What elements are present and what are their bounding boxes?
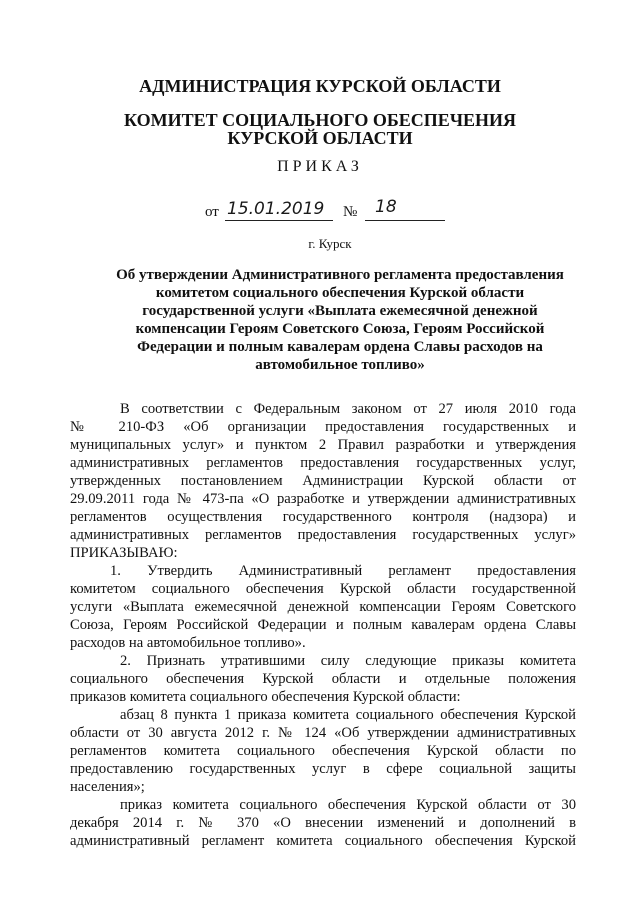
committee-heading-line1: КОМИТЕТ СОЦИАЛЬНОГО ОБЕСПЕЧЕНИЯ — [123, 110, 517, 130]
number-underline — [365, 220, 445, 221]
body-line: административный регламент комитета социального обеспечения Курской — [70, 833, 576, 849]
title-line: автомобильное топливо» — [255, 357, 425, 373]
body-line: социального обеспечения Курской области и отдельные положения — [70, 671, 576, 687]
city: г. Курск — [308, 236, 352, 251]
body-line: регламентов комитета социального обеспечения Курской области по — [70, 743, 576, 759]
handwritten-number: 18 — [375, 197, 397, 217]
body-line: административных регламентов предоставления государственных услуг» — [70, 527, 576, 543]
date-underline — [225, 220, 333, 221]
body-line: Союза, Героям Российской Федерации и полным кавалерам ордена Славы — [70, 617, 576, 633]
title-line: Федерации и полным кавалерам ордена Славы расходов на — [137, 339, 543, 355]
body-line: 1. Утвердить Административный регламент предоставления — [110, 563, 576, 579]
body-line: ПРИКАЗЫВАЮ: — [70, 545, 178, 561]
order-body — [70, 400, 576, 850]
order-title — [100, 266, 580, 374]
body-line: 2. Признать утратившими силу следующие приказы комитета — [120, 653, 576, 669]
body-line: расходов на автомобильное топливо». — [70, 635, 306, 651]
from-label: от — [205, 204, 219, 220]
document-type: ПРИКАЗ — [277, 158, 363, 175]
body-line: предоставлению государственных услуг в сфере социальной защиты — [70, 761, 576, 777]
title-line: компенсации Героям Советского Союза, Героям Российской — [135, 321, 545, 337]
body-line: абзац 8 пункта 1 приказа комитета социального обеспечения Курской — [120, 707, 576, 723]
body-line: населения»; — [70, 779, 145, 795]
body-line: административных регламентов предоставления государственных услуг, — [70, 455, 576, 471]
body-line: декабря 2014 г. № 370 «О внесении изменений и дополнений в — [70, 815, 576, 831]
body-line: 29.09.2011 года № 473-па «О разработке и утверждении административных — [70, 491, 576, 507]
body-line: В соответствии с Федеральным законом от 27 июля 2010 года — [120, 401, 576, 417]
body-line: услуги «Выплата ежемесячной денежной компенсации Героям Советского — [70, 599, 576, 615]
body-line: приказов комитета социального обеспечения Курской области: — [70, 689, 461, 705]
committee-heading-line2: КУРСКОЙ ОБЛАСТИ — [227, 128, 413, 148]
handwritten-date: 15.01.2019 — [227, 199, 325, 219]
title-line: комитетом социального обеспечения Курской области — [155, 285, 525, 301]
body-line: утвержденных постановлением Администрации Курской области от — [70, 473, 576, 489]
body-line: регламентов осуществления государственного контроля (надзора) и — [70, 509, 576, 525]
title-line: государственной услуги «Выплата ежемесячной денежной — [142, 303, 538, 319]
order-date-number-row — [205, 197, 465, 224]
administration-heading: АДМИНИСТРАЦИЯ КУРСКОЙ ОБЛАСТИ — [139, 76, 501, 96]
number-label: № — [343, 204, 358, 220]
title-line: Об утверждении Административного регламента предоставления — [116, 267, 564, 283]
body-line: № 210-ФЗ «Об организации предоставления государственных и — [70, 419, 576, 435]
body-line: муниципальных услуг» и пунктом 2 Правил разработки и утверждения — [70, 437, 576, 453]
body-line: комитетом социального обеспечения Курской области государственной — [70, 581, 576, 597]
body-line: приказ комитета социального обеспечения Курской области от 30 — [120, 797, 576, 813]
body-line: области от 30 августа 2012 г. № 124 «Об утверждении административных — [70, 725, 576, 741]
